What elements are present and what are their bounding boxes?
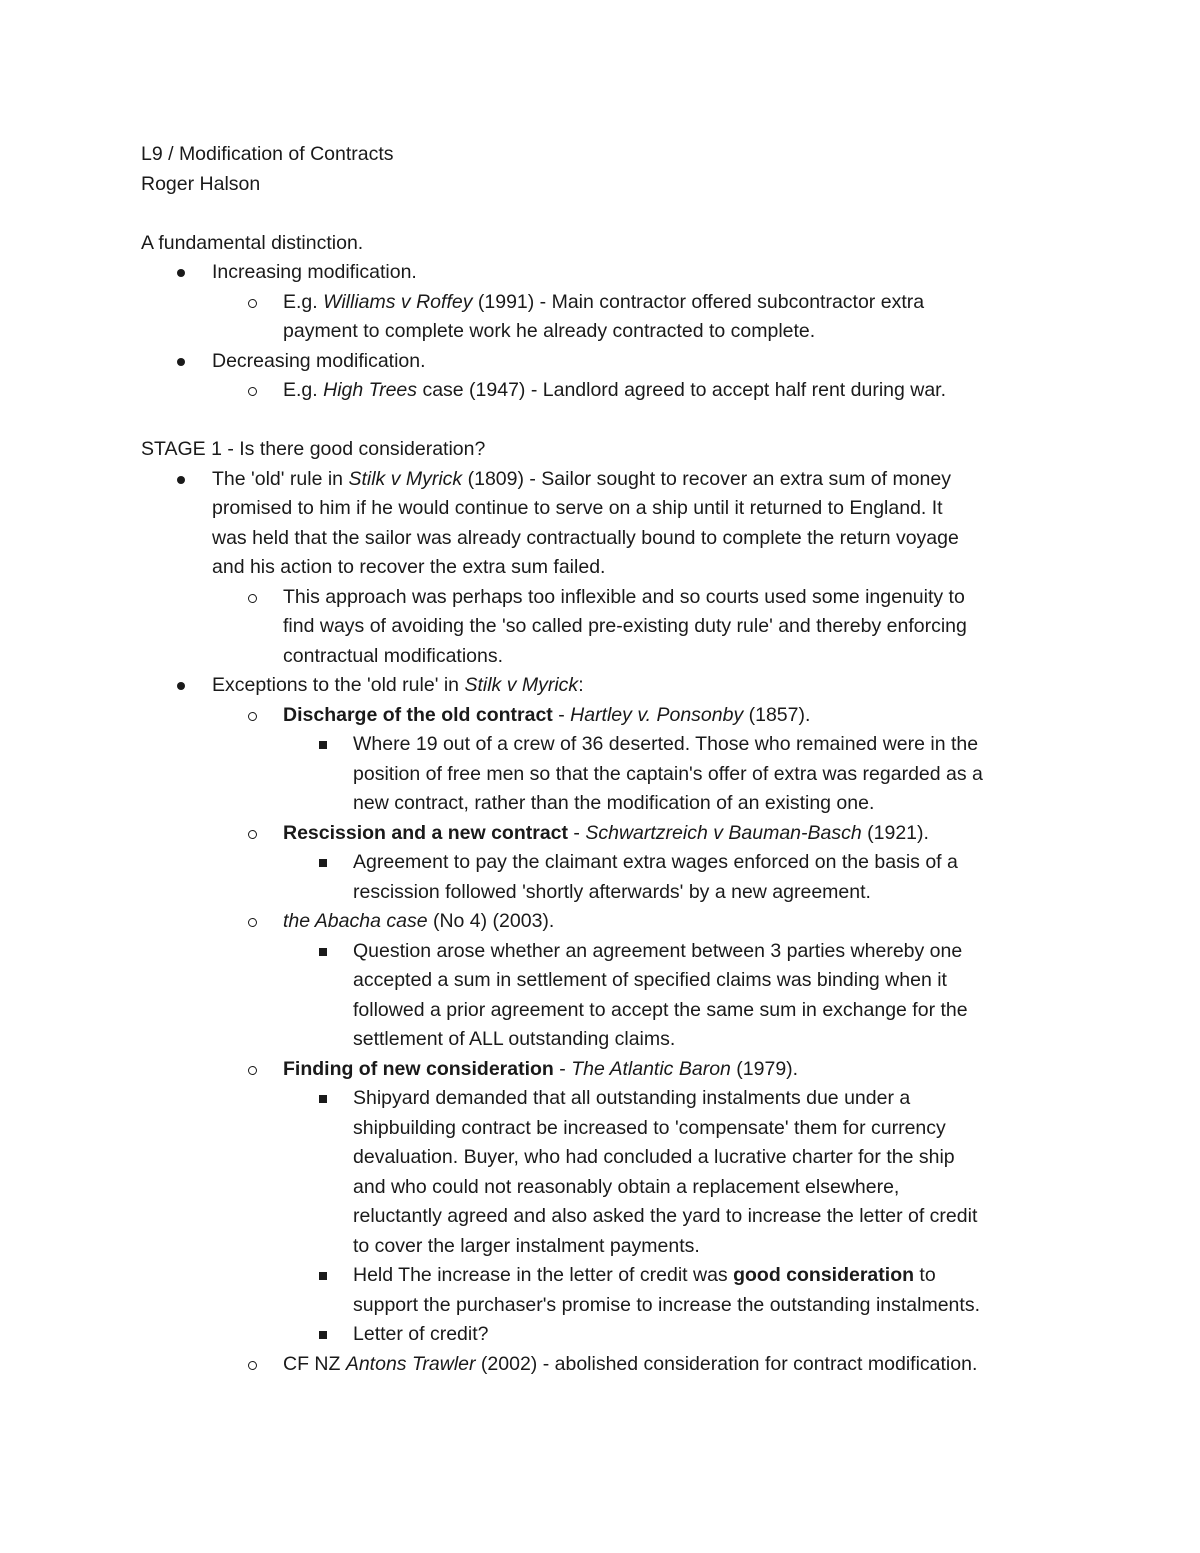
list-item-old-rule: The 'old' rule in Stilk v Myrick (1809) - Sailor sought to recover an extra sum of money promised to him if he would continue to serve on a ship until it returned to England. It was held that the sailor was already contractually bound to complete the return voyage and his action to recover the extra sum failed. — [141, 465, 1061, 583]
bullet-disc-icon — [177, 269, 185, 277]
bullet-circle-icon — [248, 712, 257, 721]
list-item-finding: Finding of new consideration - The Atlantic Baron (1979). — [141, 1055, 1061, 1085]
list-item-exceptions: Exceptions to the 'old rule' in Stilk v Myrick: — [141, 671, 1061, 701]
list-item-antons-trawler: CF NZ Antons Trawler (2002) - abolished consideration for contract modification. — [141, 1350, 1061, 1380]
list-item-high-trees: E.g. High Trees case (1947) - Landlord agreed to accept half rent during war. — [141, 376, 1061, 406]
bullet-circle-icon — [248, 299, 257, 308]
bullet-square-icon — [319, 859, 327, 867]
case-name: Schwartzreich v Bauman-Basch — [585, 821, 862, 844]
list-item-letter-of-credit: Letter of credit? — [141, 1320, 1061, 1350]
case-name: Stilk v Myrick — [348, 467, 463, 490]
bullet-square-icon — [319, 741, 327, 749]
list-item-abacha-detail: Question arose whether an agreement between 3 parties whereby one accepted a sum in settlement of specified claims was binding when it followed a prior agreement to accept the same sum in exchange for the settlement of ALL outstanding claims. — [141, 937, 1061, 1055]
document-author: Roger Halson — [141, 172, 261, 195]
bullet-circle-icon — [248, 830, 257, 839]
list-item-approach: This approach was perhaps too inflexible and so courts used some ingenuity to find ways of avoiding the 'so called pre-existing duty rule' and thereby enforcing contractual modifications. — [141, 583, 1061, 672]
list-item-discharge: Discharge of the old contract - Hartley v. Ponsonby (1857). — [141, 701, 1061, 731]
spacer — [141, 199, 1061, 229]
bullet-disc-icon — [177, 682, 185, 690]
list-item-decreasing: Decreasing modification. — [141, 347, 1061, 377]
list-item-discharge-detail: Where 19 out of a crew of 36 deserted. Those who remained were in the position of free men so that the captain's offer of extra was regarded as a new contract, rather than the modification of an existing one. — [141, 730, 1061, 819]
case-name: Hartley v. Ponsonby — [570, 703, 744, 726]
document-body — [141, 140, 1061, 1379]
list-item-finding-detail: Shipyard demanded that all outstanding instalments due under a shipbuilding contract be increased to 'compensate' them for currency devaluation. Buyer, who had concluded a lucrative charter for the ship and who could not reasonably obtain a replacement elsewhere, reluctantly agreed and also asked the yard to increase the letter of credit to cover the larger instalment payments. — [141, 1084, 1061, 1261]
section-heading-distinction: A fundamental distinction. — [141, 231, 364, 254]
bullet-circle-icon — [248, 1066, 257, 1075]
bullet-circle-icon — [248, 387, 257, 396]
case-name: High Trees — [323, 379, 418, 401]
section-heading-stage-1: STAGE 1 - Is there good consideration? — [141, 438, 486, 460]
list-item-increasing: Increasing modification. — [141, 258, 1061, 288]
list-item-williams-roffey: E.g. Williams v Roffey (1991) - Main contractor offered subcontractor extra payment to complete work he already contracted to complete. — [141, 288, 1061, 347]
document-title: L9 / Modification of Contracts — [141, 143, 394, 165]
list-item-abacha: the Abacha case (No 4) (2003). — [141, 907, 1061, 937]
case-name: Antons Trawler — [345, 1352, 476, 1375]
list-item-rescission: Rescission and a new contract - Schwartzreich v Bauman-Basch (1921). — [141, 819, 1061, 849]
bullet-square-icon — [319, 1095, 327, 1103]
bullet-circle-icon — [248, 1361, 257, 1370]
list-item-rescission-detail: Agreement to pay the claimant extra wages enforced on the basis of a rescission followed 'shortly afterwards' by a new agreement. — [141, 848, 1061, 907]
case-name: the Abacha case — [283, 910, 428, 932]
case-name: The Atlantic Baron — [571, 1057, 731, 1080]
case-name: Williams v Roffey — [323, 290, 473, 313]
case-name: Stilk v Myrick — [464, 674, 579, 696]
bullet-circle-icon — [248, 918, 257, 927]
bullet-disc-icon — [177, 358, 185, 366]
spacer — [141, 406, 1061, 436]
bullet-square-icon — [319, 1272, 327, 1280]
bullet-square-icon — [319, 948, 327, 956]
bullet-square-icon — [319, 1331, 327, 1339]
bullet-circle-icon — [248, 594, 257, 603]
list-item-held: Held The increase in the letter of credit was good consideration to support the purchaser's promise to increase the outstanding instalments. — [141, 1261, 1061, 1320]
bullet-disc-icon — [177, 476, 185, 484]
